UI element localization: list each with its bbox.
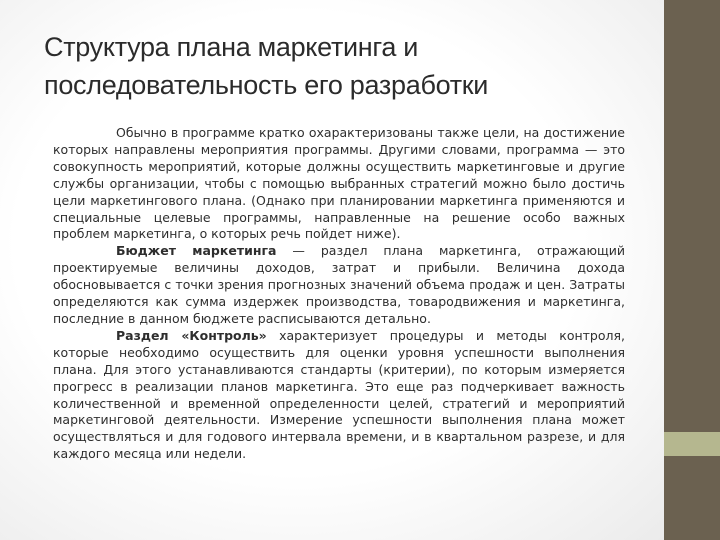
paragraph-budget-lead: Бюджет маркетинга <box>116 243 277 259</box>
slide-body-text <box>53 125 625 463</box>
paragraph-control-text: характеризует процедуры и методы контроля, которые необходимо осуществить для оценки уровня успешности выполнения плана. Для этого устанавливаются стандарты (критерии), по которым измеряется прогресс в реализации планов маркетинга. Это еще раз подчеркивает важность количественной и временной определенности целей, стратегий и мероприятий маркетинговой деятельности. Измерение успешности выполнения плана может осуществляться и для годового интервала времени, и в квартальном разрезе, и для каждого месяца или недели. <box>53 327 625 462</box>
right-sidebar-bar <box>664 0 720 540</box>
sidebar-accent-band <box>664 432 720 456</box>
paragraph-goals-text: Обычно в программе кратко охарактеризованы также цели, на достижение которых направлены мероприятия программы. Другими словами, программа — это совокупность мероприятий, которые должны осуществить маркетинговые и другие службы организации, чтобы с помощью выбранных стратегий можно было достичь цели маркетингового плана. (Однако при планировании маркетинга применяются и специальные целевые программы, направленные на решение особо важных проблем маркетинга, о которых речь пойдет ниже). <box>53 125 625 242</box>
paragraph-control-lead: Раздел «Контроль» <box>116 327 267 343</box>
paragraph-budget <box>53 243 625 328</box>
slide-title: Структура плана маркетинга и последовательность его разработки <box>44 32 489 100</box>
paragraph-goals <box>53 125 625 243</box>
paragraph-control <box>53 328 625 463</box>
paragraph-budget-text: — раздел плана маркетинга, отражающий проектируемые величины доходов, затрат и прибыли. Величина дохода обосновывается с точки зрения прогнозных значений объема продаж и цен. Затраты определяются как сумма издержек производства, товародвижения и маркетинга, последние в данном бюджете расписываются детально. <box>53 243 625 326</box>
